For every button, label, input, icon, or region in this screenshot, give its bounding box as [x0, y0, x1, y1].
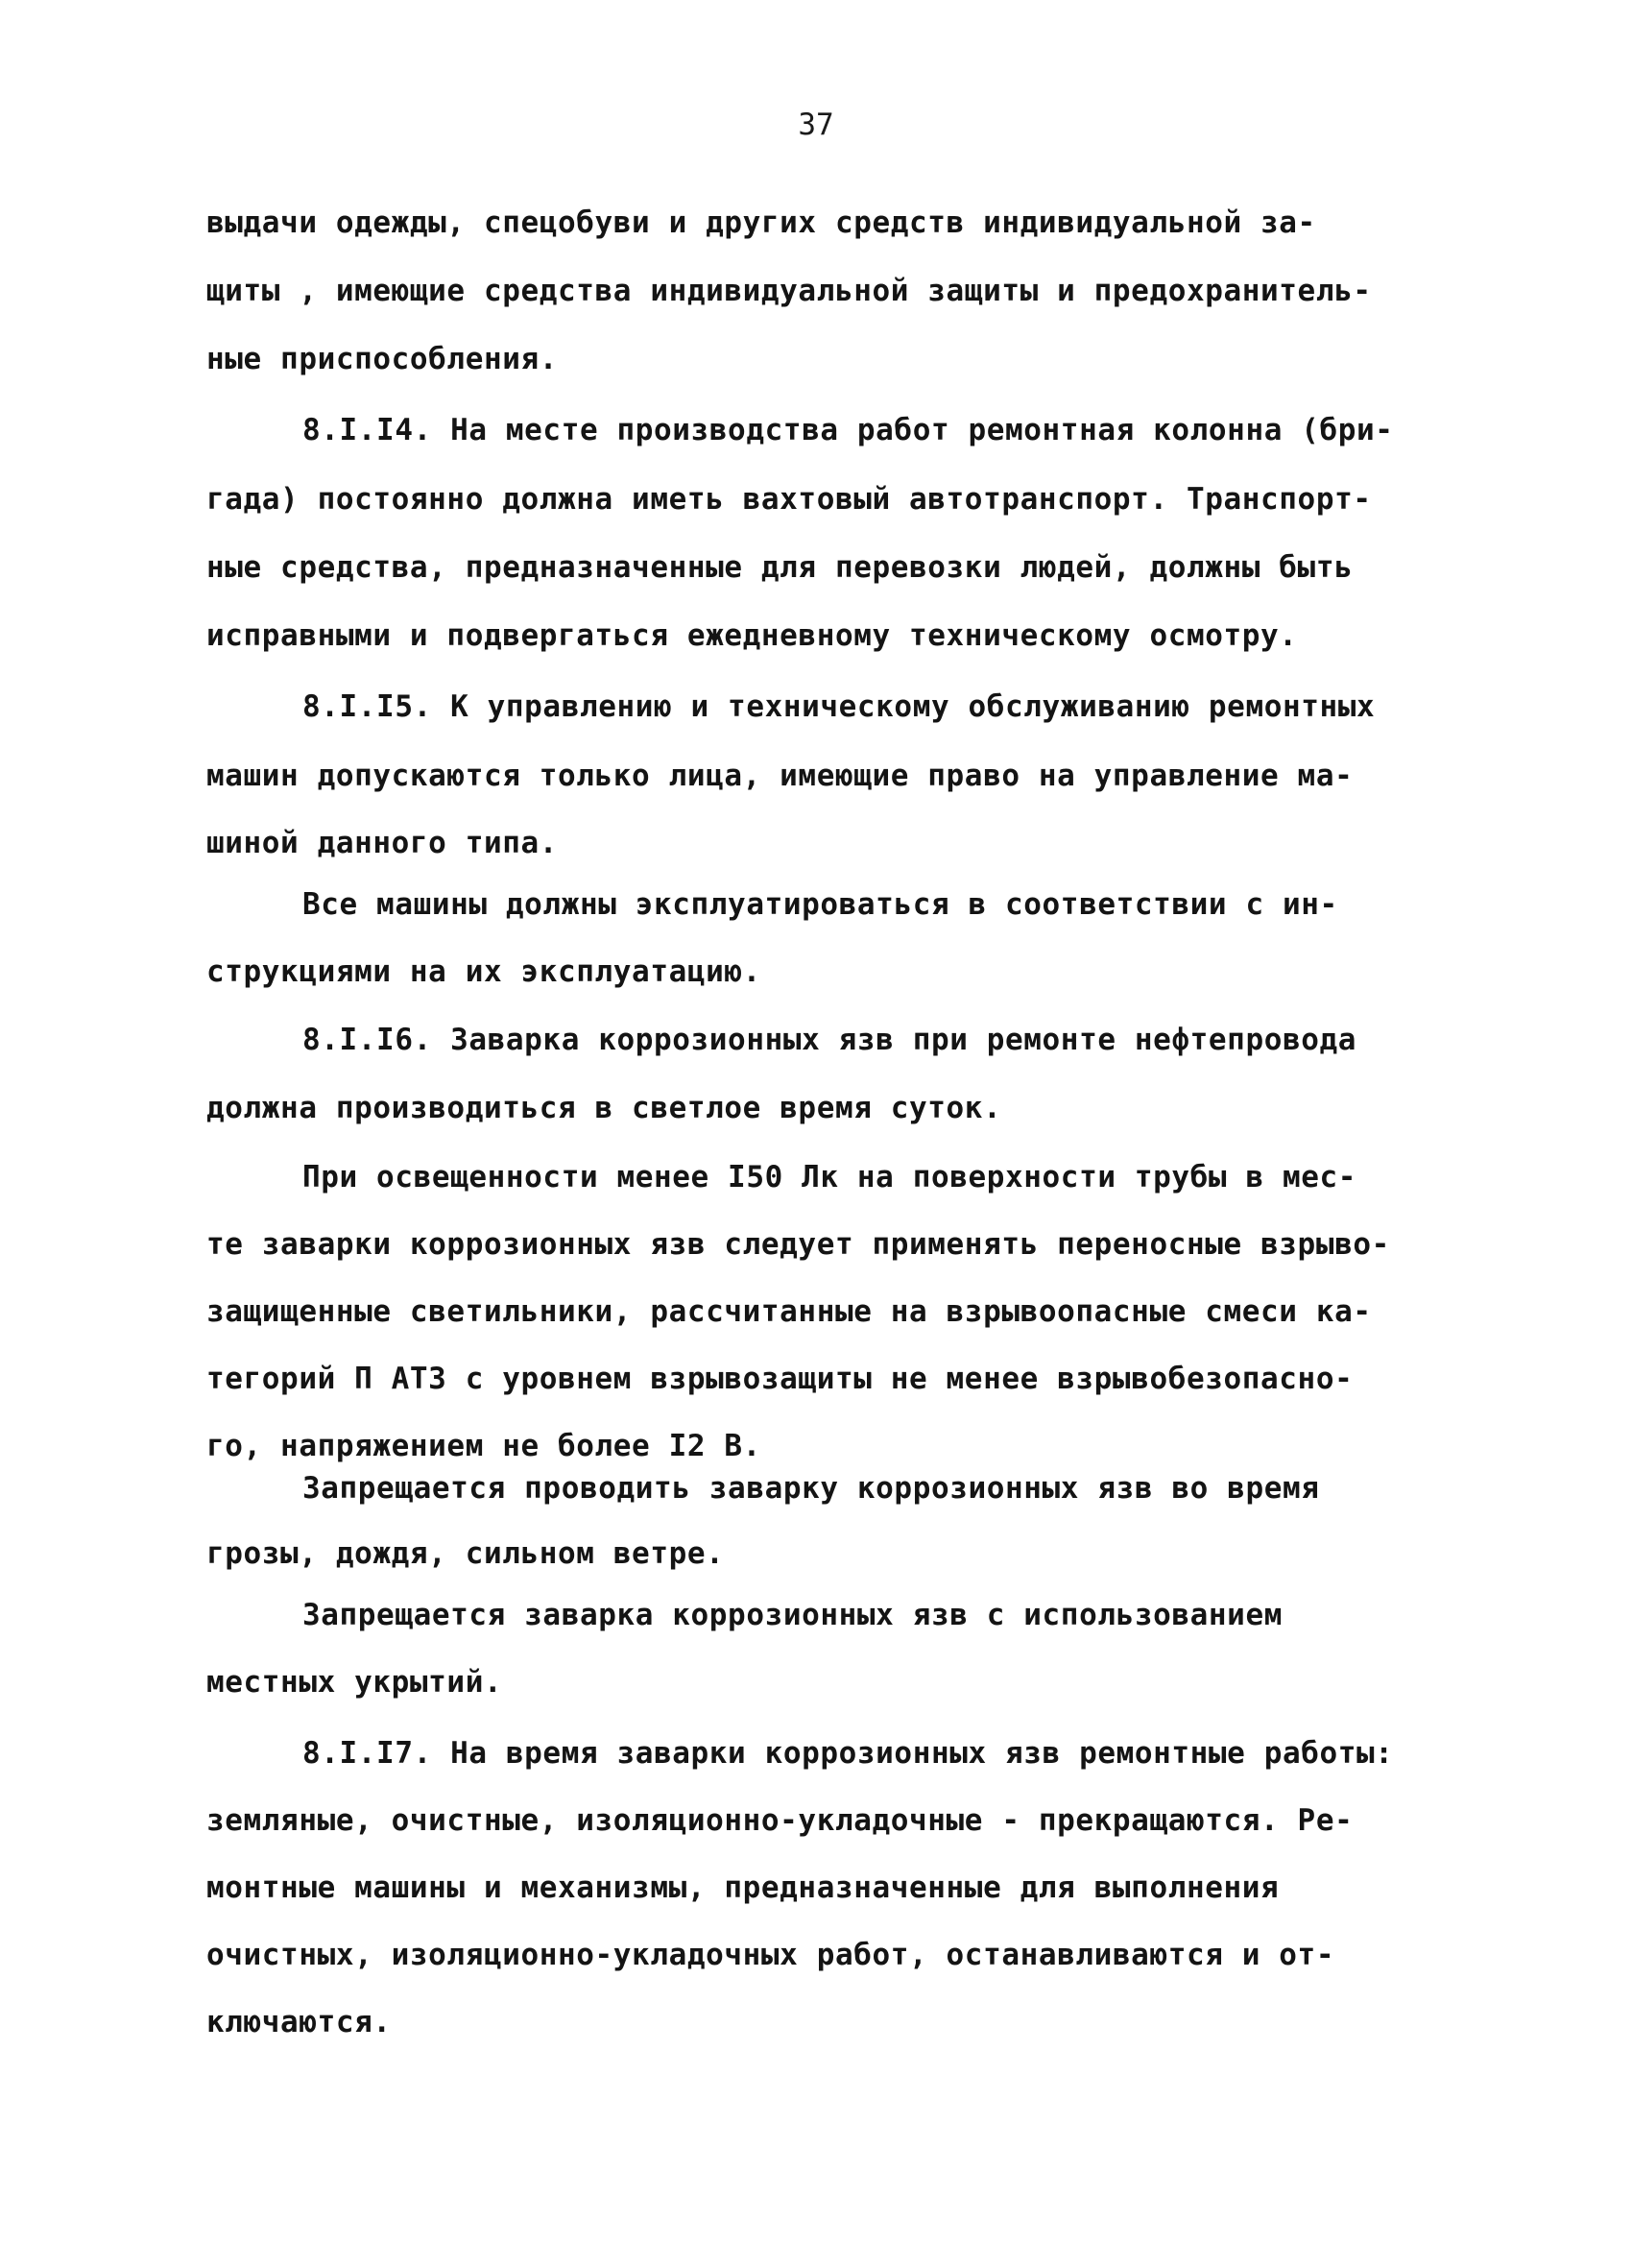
paragraph-2-line-2: гада) постоянно должна иметь вахтовый автотранспорт. Транспорт- — [206, 482, 1372, 517]
paragraph-7-line-1: Запрещается проводить заварку коррозионных язв во время — [302, 1471, 1320, 1506]
paragraph-5-line-2: должна производиться в светлое время суток. — [206, 1091, 1002, 1125]
paragraph-7-line-2: грозы, дождя, сильном ветре. — [206, 1536, 725, 1571]
paragraph-1-line-1: выдачи одежды, спецобуви и других средств индивидуальной за- — [206, 205, 1316, 240]
paragraph-6-line-4: тегорий П АТЗ с уровнем взрывозащиты не менее взрывобезопасно- — [206, 1362, 1354, 1396]
paragraph-6-line-3: защищенные светильники, рассчитанные на взрывоопасные смеси ка- — [206, 1294, 1372, 1329]
paragraph-4-line-2: струкциями на их эксплуатацию. — [206, 954, 761, 989]
paragraph-4-line-1: Все машины должны эксплуатироваться в соответствии с ин- — [302, 887, 1338, 922]
page-number: 37 — [798, 108, 834, 142]
paragraph-3-line-3: шиной данного типа. — [206, 826, 559, 860]
paragraph-2-line-1: 8.I.I4. На месте производства работ ремонтная колонна (бри- — [302, 413, 1394, 447]
paragraph-8-line-2: местных укрытий. — [206, 1665, 503, 1700]
paragraph-2-line-3: ные средства, предназначенные для перевозки людей, должны быть — [206, 550, 1354, 585]
paragraph-9-line-4: очистных, изоляционно-укладочных работ, останавливаются и от- — [206, 1938, 1335, 1972]
paragraph-9-line-2: земляные, очистные, изоляционно-укладочные - прекращаются. Ре- — [206, 1803, 1354, 1838]
paragraph-5-line-1: 8.I.I6. Заварка коррозионных язв при ремонте нефтепровода — [302, 1023, 1357, 1057]
paragraph-9-line-1: 8.I.I7. На время заварки коррозионных язв ремонтные работы: — [302, 1736, 1394, 1771]
paragraph-6-line-1: При освещенности менее I50 Лк на поверхности трубы в мес- — [302, 1160, 1357, 1194]
paragraph-6-line-2: те заварки коррозионных язв следует применять переносные взрыво- — [206, 1227, 1390, 1262]
paragraph-1-line-3: ные приспособления. — [206, 342, 559, 376]
paragraph-9-line-5: ключаются. — [206, 2005, 392, 2039]
paragraph-3-line-2: машин допускаются только лица, имеющие право на управление ма- — [206, 759, 1354, 793]
paragraph-1-line-2: щиты , имеющие средства индивидуальной защиты и предохранитель- — [206, 274, 1372, 308]
paragraph-6-line-5: го, напряжением не более I2 В. — [206, 1429, 761, 1463]
paragraph-9-line-3: монтные машины и механизмы, предназначенные для выполнения — [206, 1870, 1280, 1905]
paragraph-8-line-1: Запрещается заварка коррозионных язв с использованием — [302, 1598, 1283, 1632]
paragraph-2-line-4: исправными и подвергаться ежедневному техническому осмотру. — [206, 618, 1298, 653]
paragraph-3-line-1: 8.I.I5. К управлению и техническому обслуживанию ремонтных — [302, 689, 1376, 724]
